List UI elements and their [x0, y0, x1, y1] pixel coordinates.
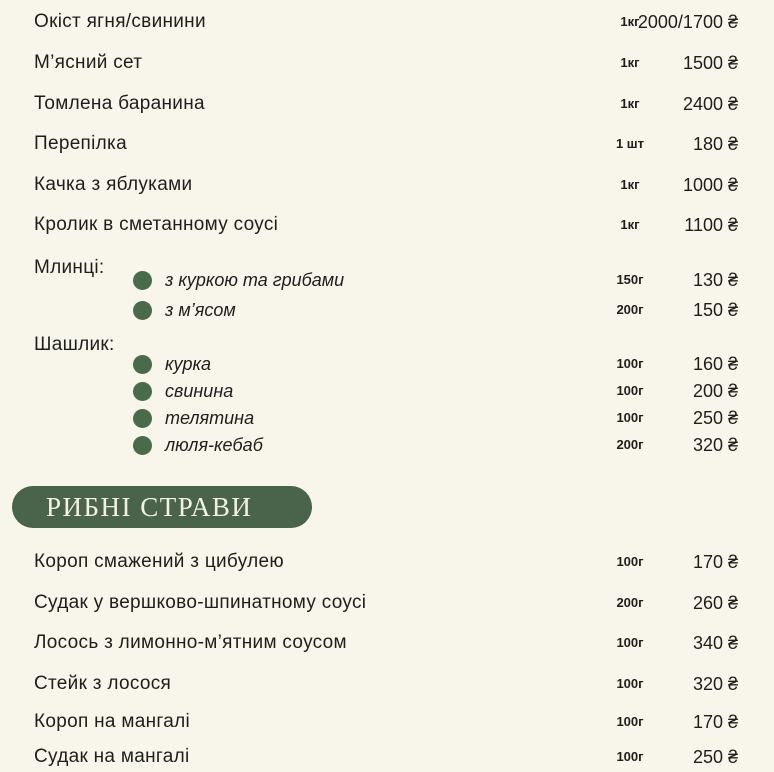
menu-item: [0, 547, 774, 577]
sub-item-price: 160 ₴: [692, 354, 738, 374]
sub-item-weight: 150г: [616, 272, 644, 287]
menu-item: [0, 628, 774, 658]
sub-item: [0, 405, 774, 431]
sub-item-weight: 200г: [616, 437, 644, 452]
sub-item-name: курка: [165, 354, 212, 374]
menu-item: [0, 210, 774, 240]
sub-item: [0, 351, 774, 377]
menu-item: [0, 129, 774, 159]
menu-item-weight: 100г: [616, 714, 644, 729]
sub-item-name: телятина: [165, 408, 255, 428]
menu-item-price: 250 ₴: [692, 747, 738, 767]
menu-item-weight: 200г: [616, 595, 644, 610]
menu-item-price: 1500 ₴: [682, 53, 738, 73]
menu-item: [0, 707, 774, 737]
sub-item-weight: 100г: [616, 356, 644, 371]
bullet-icon: [133, 355, 152, 374]
sub-item-price: 250 ₴: [692, 408, 738, 428]
menu-item-name: Окіст ягня/свинини: [34, 11, 206, 32]
menu-item-name: Перепілка: [34, 133, 127, 154]
menu-item: [0, 669, 774, 699]
sub-item-price: 130 ₴: [692, 270, 738, 290]
menu-item-weight: 100г: [616, 554, 644, 569]
menu-item-price: 2000/1700 ₴: [637, 12, 738, 32]
sub-item-weight: 200г: [616, 302, 644, 317]
section-title: РИБНІ СТРАВИ: [46, 492, 253, 522]
sub-item-weight: 100г: [616, 383, 644, 398]
menu-item: [0, 742, 774, 772]
menu-item-price: 1100 ₴: [684, 215, 738, 235]
menu-item-name: Короп на мангалі: [34, 711, 190, 732]
sub-item-price: 320 ₴: [692, 435, 738, 455]
sub-item-price: 200 ₴: [692, 381, 738, 401]
menu-item-name: Томлена баранина: [34, 93, 205, 114]
sub-item-price: 150 ₴: [692, 300, 738, 320]
menu-item-price: 1000 ₴: [682, 175, 738, 195]
bullet-icon: [133, 436, 152, 455]
menu-item-price: 260 ₴: [692, 593, 738, 613]
sub-item: [0, 378, 774, 404]
sub-item-name: з куркою та грибами: [165, 270, 345, 290]
menu-item-weight: 1кг: [620, 96, 640, 111]
menu-item-weight: 1кг: [620, 177, 640, 192]
group-label-shashlik: Шашлик:: [34, 334, 115, 355]
menu-item-price: 2400 ₴: [682, 94, 738, 114]
bullet-icon: [133, 409, 152, 428]
sub-item-name: свинина: [165, 381, 234, 401]
menu-item-name: Стейк з лосося: [34, 673, 172, 694]
menu-item-price: 180 ₴: [692, 134, 738, 154]
section-header-fish: [12, 486, 312, 528]
bullet-icon: [133, 271, 152, 290]
menu-item-name: Короп смажений з цибулею: [34, 551, 284, 572]
sub-item-name: з м’ясом: [165, 300, 236, 320]
menu-item-weight: 100г: [616, 635, 644, 650]
menu-item: [0, 48, 774, 78]
sub-item: [0, 432, 774, 458]
menu-item-weight: 1кг: [620, 55, 640, 70]
menu-item: [0, 7, 774, 37]
bullet-icon: [133, 301, 152, 320]
bullet-icon: [133, 382, 152, 401]
menu-item-name: М’ясний сет: [34, 52, 143, 73]
menu-item-price: 340 ₴: [692, 633, 738, 653]
menu-item-name: Кролик в сметанному соусі: [34, 214, 279, 235]
sub-item: [0, 267, 774, 293]
menu-item-name: Качка з яблуками: [34, 174, 193, 195]
group-label-pancakes: Млинці:: [34, 257, 105, 278]
sub-item: [0, 297, 774, 323]
menu-item-name: Судак на мангалі: [34, 746, 190, 767]
menu-item: [0, 588, 774, 618]
menu-item-price: 170 ₴: [692, 712, 738, 732]
sub-item-name: люля-кебаб: [165, 435, 263, 455]
menu-item: [0, 170, 774, 200]
menu-item-name: Лосось з лимонно-м’ятним соусом: [34, 632, 347, 653]
sub-item-weight: 100г: [616, 410, 644, 425]
menu-item: [0, 89, 774, 119]
menu-item-weight: 1 шт: [615, 136, 645, 151]
menu-item-weight: 100г: [616, 676, 644, 691]
menu-item-price: 320 ₴: [692, 674, 738, 694]
menu-item-weight: 1кг: [620, 14, 640, 29]
menu-item-name: Судак у вершково-шпинатному соусі: [34, 592, 367, 613]
menu-item-price: 170 ₴: [692, 552, 738, 572]
menu-item-weight: 1кг: [620, 217, 640, 232]
menu-item-weight: 100г: [616, 749, 644, 764]
